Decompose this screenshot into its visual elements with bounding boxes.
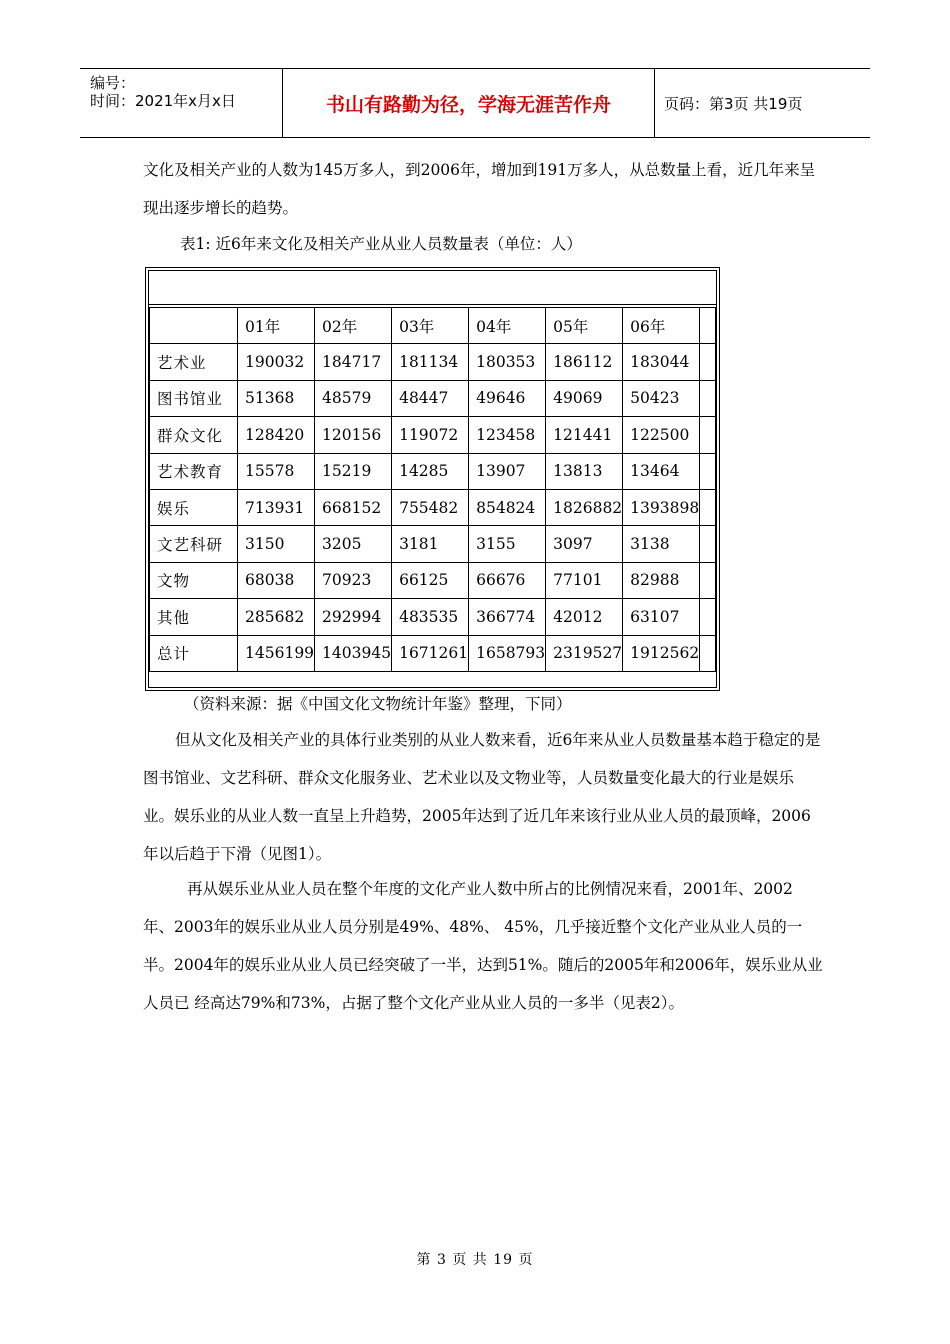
table-cell: 51368 [238, 380, 315, 416]
table-cell: 15219 [315, 453, 392, 489]
document-number-label: 编号： [90, 74, 136, 92]
table-cell: 63107 [623, 599, 700, 635]
table-row [150, 489, 716, 525]
table-cell: 49069 [546, 380, 623, 416]
table-row-label: 其他 [150, 599, 238, 635]
table-cell: 13464 [623, 453, 700, 489]
table-cell: 48447 [392, 380, 469, 416]
table-spacer-cell [700, 380, 716, 416]
table-cell: 181134 [392, 344, 469, 380]
table-row [150, 526, 716, 562]
table-cell: 1671261 [392, 635, 469, 671]
table-cell: 14285 [392, 453, 469, 489]
table-body [149, 307, 716, 672]
table-cell: 121441 [546, 417, 623, 453]
table-cell: 668152 [315, 489, 392, 525]
table-row [150, 562, 716, 598]
table-header-cell [150, 308, 238, 344]
table-cell: 3150 [238, 526, 315, 562]
table-cell: 1826882 [546, 489, 623, 525]
table-spacer-cell [700, 308, 716, 344]
table-cell: 3181 [392, 526, 469, 562]
table-row-label: 艺术教育 [150, 453, 238, 489]
table-cell: 119072 [392, 417, 469, 453]
table-cell: 183044 [623, 344, 700, 380]
table-cell: 285682 [238, 599, 315, 635]
table-row-label: 群众文化 [150, 417, 238, 453]
paragraph-3: 再从娱乐业从业人员在整个年度的文化产业人数中所占的比例情况来看，2001年、2002年、2003年的娱乐业从业人员分别是49%、48%、 45%，几乎接近整个文化产业从业人员的一半。2004年的娱乐业从业人员已经突破了一半，达到51%。随后的2005年和2006年，娱乐业从业人员已 经高达79%和73%，占据了整个文化产业从业人员的一多半（见表2）。 [143, 880, 823, 1012]
table-cell: 483535 [392, 599, 469, 635]
table-cell: 1658793 [469, 635, 546, 671]
header-motto: 书山有路勤为径，学海无涯苦作舟 [283, 69, 655, 137]
table-cell: 190032 [238, 344, 315, 380]
table-title-row [149, 271, 716, 305]
table-frame [148, 270, 717, 688]
table-header-cell: 06年 [623, 308, 700, 344]
table-cell: 180353 [469, 344, 546, 380]
table-row-label: 图书馆业 [150, 380, 238, 416]
table-source: （资料来源：据《中国文化文物统计年鉴》整理，下同） [184, 695, 572, 713]
table-cell: 70923 [315, 562, 392, 598]
table-cell: 82988 [623, 562, 700, 598]
table-header-row [150, 308, 716, 344]
table-row-label: 文艺科研 [150, 526, 238, 562]
table-cell: 66125 [392, 562, 469, 598]
page-header [80, 68, 870, 138]
table-cell: 3138 [623, 526, 700, 562]
table-cell: 2319527 [546, 635, 623, 671]
table-row [150, 417, 716, 453]
table-cell: 1456199 [238, 635, 315, 671]
table-cell: 42012 [546, 599, 623, 635]
table-cell: 128420 [238, 417, 315, 453]
table-cell: 13813 [546, 453, 623, 489]
table-cell: 66676 [469, 562, 546, 598]
table-spacer-cell [700, 453, 716, 489]
table-row-label: 艺术业 [150, 344, 238, 380]
table-row-label: 总计 [150, 635, 238, 671]
table-cell: 123458 [469, 417, 546, 453]
table-cell: 713931 [238, 489, 315, 525]
header-meta [80, 69, 283, 137]
table-cell: 1393898 [623, 489, 700, 525]
employment-table [145, 267, 720, 691]
table-cell: 3155 [469, 526, 546, 562]
table-spacer-cell [700, 417, 716, 453]
table-cell: 13907 [469, 453, 546, 489]
page-footer: 第 3 页 共 19 页 [416, 1252, 534, 1268]
table-cell: 122500 [623, 417, 700, 453]
table-row [150, 635, 716, 671]
table-spacer-cell [700, 526, 716, 562]
table-cell: 48579 [315, 380, 392, 416]
table-caption: 表1: 近6年来文化及相关产业从业人员数量表（单位：人） [180, 235, 582, 253]
table-header-cell: 01年 [238, 308, 315, 344]
table-row-label: 文物 [150, 562, 238, 598]
table-cell: 15578 [238, 453, 315, 489]
table-row [150, 599, 716, 635]
table-cell: 292994 [315, 599, 392, 635]
table-cell: 184717 [315, 344, 392, 380]
table-row [150, 453, 716, 489]
table-cell: 3205 [315, 526, 392, 562]
table-header-cell: 02年 [315, 308, 392, 344]
table-cell: 49646 [469, 380, 546, 416]
table-cell: 120156 [315, 417, 392, 453]
table-spacer-cell [700, 489, 716, 525]
table-header-cell: 04年 [469, 308, 546, 344]
table-row [150, 344, 716, 380]
paragraph-1: 文化及相关产业的人数为145万多人，到2006年，增加到191万多人，从总数量上看，近几年来呈现出逐步增长的趋势。 [143, 161, 816, 217]
table-spacer-cell [700, 635, 716, 671]
table-header-cell: 05年 [546, 308, 623, 344]
table-cell: 755482 [392, 489, 469, 525]
table-spacer-cell [700, 562, 716, 598]
table-cell: 77101 [546, 562, 623, 598]
table-cell: 854824 [469, 489, 546, 525]
paragraph-2: 但从文化及相关产业的具体行业类别的从业人数来看，近6年来从业人员数量基本趋于稳定的是图书馆业、文艺科研、群众文化服务业、艺术业以及文物业等，人员数量变化最大的行业是娱乐业。娱乐业的从业人数一直呈上升趋势，2005年达到了近几年来该行业从业人员的最顶峰，2006年以后趋于下滑（见图1）。 [143, 731, 821, 863]
table-header-cell: 03年 [392, 308, 469, 344]
table-spacer-cell [700, 344, 716, 380]
table-cell: 50423 [623, 380, 700, 416]
table-cell: 68038 [238, 562, 315, 598]
table-cell: 1912562 [623, 635, 700, 671]
table-cell: 366774 [469, 599, 546, 635]
document-time-label: 时间：2021年x月x日 [90, 92, 236, 110]
table-row-label: 娱乐 [150, 489, 238, 525]
table-cell: 3097 [546, 526, 623, 562]
table-cell: 1403945 [315, 635, 392, 671]
header-page-label: 页码：第3页 共19页 [664, 94, 803, 113]
table-row [150, 380, 716, 416]
table-cell: 186112 [546, 344, 623, 380]
table-spacer-cell [700, 599, 716, 635]
